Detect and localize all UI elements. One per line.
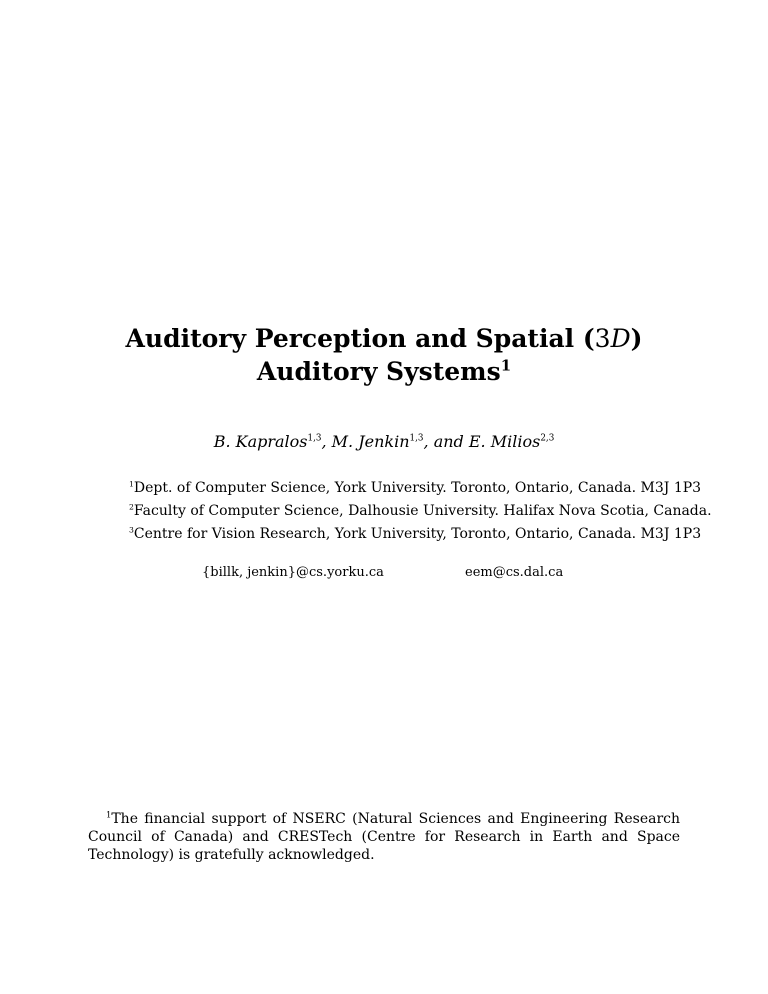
author-list bbox=[0, 432, 768, 451]
author-3-affil: 2,3 bbox=[540, 433, 555, 444]
footnote-paragraph bbox=[88, 810, 680, 864]
author-2-affil: 1,3 bbox=[409, 433, 424, 444]
title-close-paren: ) bbox=[630, 324, 643, 353]
title-line-1 bbox=[0, 322, 768, 355]
author-1-affil: 1,3 bbox=[307, 433, 322, 444]
title-math-number: 3 bbox=[594, 324, 611, 353]
author-1-name: B. Kapralos bbox=[213, 432, 308, 451]
affiliation-3-mark: 3 bbox=[129, 525, 134, 535]
title-line-2 bbox=[0, 355, 768, 388]
affiliation-1 bbox=[129, 480, 701, 496]
title-text-1: Auditory Perception and Spatial ( bbox=[125, 324, 595, 353]
author-3-name: E. Milios bbox=[468, 432, 541, 451]
title-math-variable: D bbox=[610, 324, 631, 353]
author-separator-2: , and bbox=[423, 432, 469, 451]
title-text-2: Auditory Systems bbox=[256, 357, 501, 386]
affiliation-3-text: Centre for Vision Research, York University, Toronto, Ontario, Canada. M3J 1P3 bbox=[133, 526, 702, 542]
email-york[interactable]: {billk, jenkin}@cs.yorku.ca bbox=[202, 565, 384, 580]
affiliation-2 bbox=[129, 503, 712, 519]
affiliation-2-text: Faculty of Computer Science, Dalhousie University. Halifax Nova Scotia, Canada. bbox=[133, 503, 712, 519]
author-2-name: M. Jenkin bbox=[331, 432, 410, 451]
author-separator-1: , bbox=[321, 432, 332, 451]
affiliation-1-text: Dept. of Computer Science, York University. Toronto, Ontario, Canada. M3J 1P3 bbox=[133, 480, 702, 496]
title-footnote-mark: 1 bbox=[500, 356, 512, 375]
affiliation-1-mark: 1 bbox=[129, 479, 134, 489]
paper-title bbox=[0, 322, 768, 388]
affiliation-2-mark: 2 bbox=[129, 502, 134, 512]
email-dalhousie[interactable]: eem@cs.dal.ca bbox=[465, 565, 564, 580]
affiliation-3 bbox=[129, 526, 701, 542]
footnote bbox=[88, 810, 680, 864]
footnote-mark: 1 bbox=[106, 809, 112, 820]
footnote-text: The financial support of NSERC (Natural Sciences and Engineering Research Council of Canada) and CRESTech (Centre for Research in Earth and Space Technology) is gratefully acknowledged. bbox=[88, 811, 680, 863]
title-math bbox=[595, 324, 631, 353]
